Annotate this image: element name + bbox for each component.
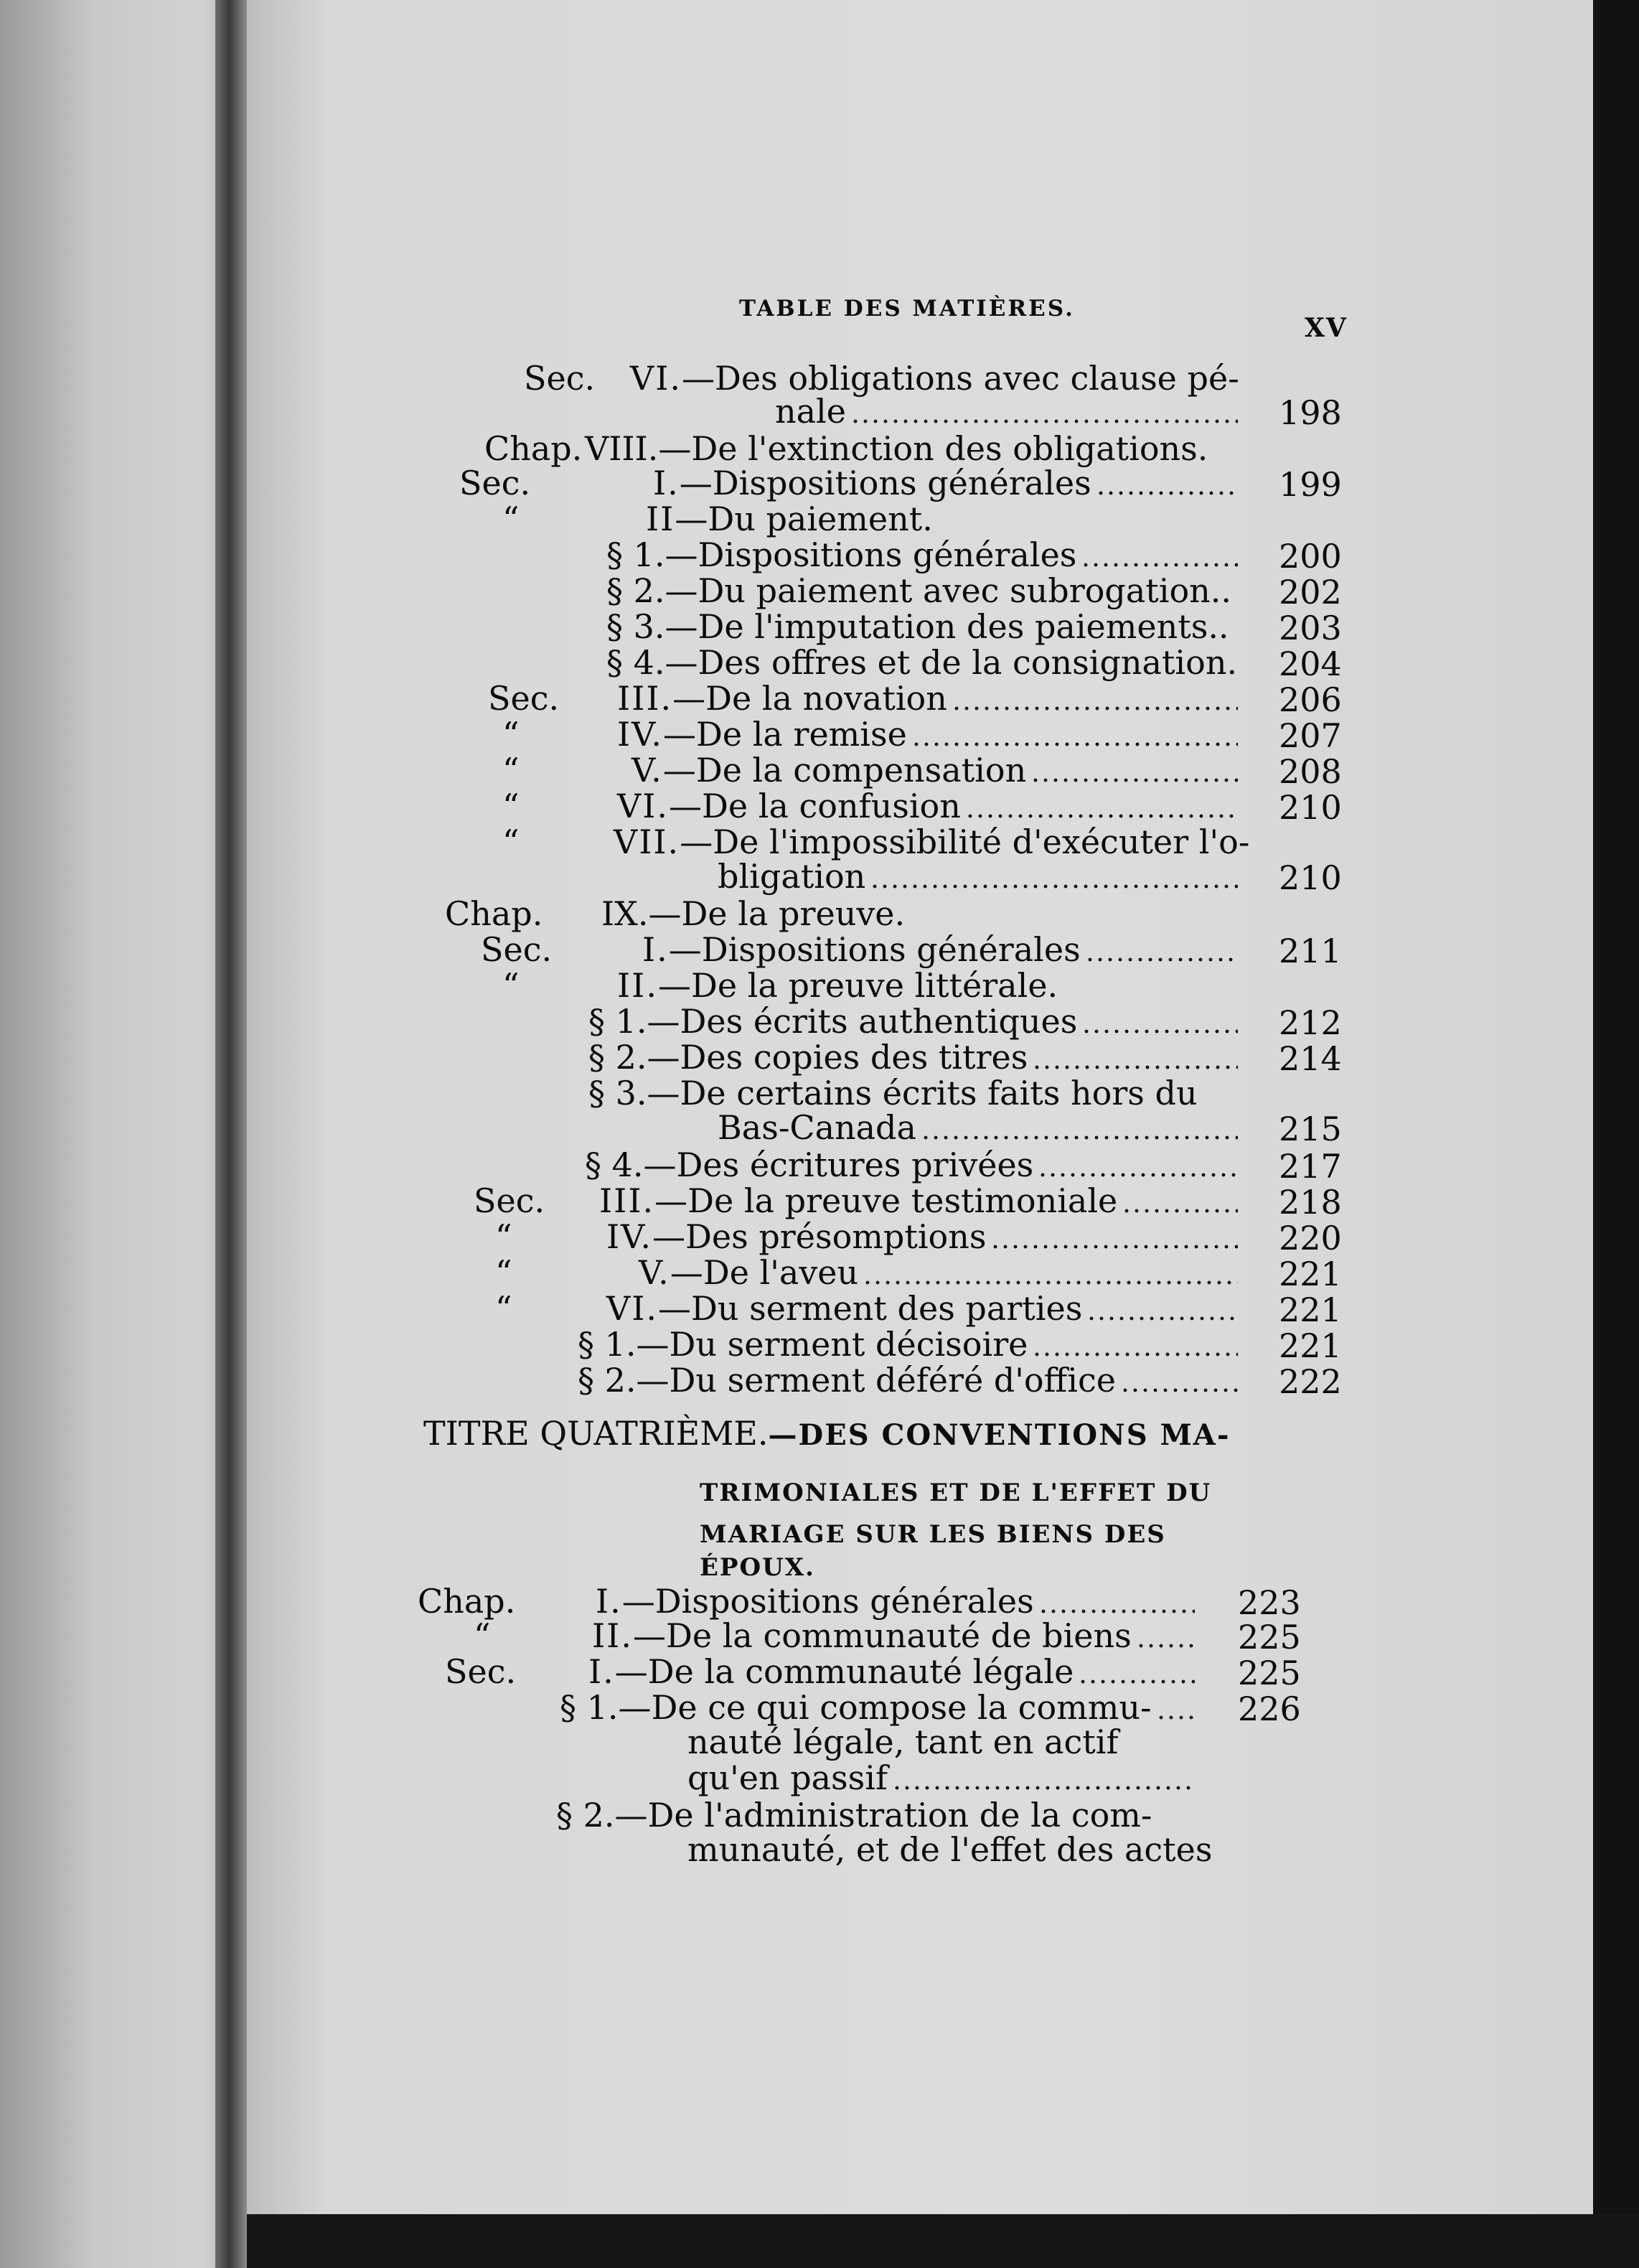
dot-leader xyxy=(911,742,1238,746)
entry-title xyxy=(556,1797,1152,1833)
entry-title xyxy=(606,1290,1082,1326)
entry-title xyxy=(639,1255,858,1290)
entry-title xyxy=(601,896,905,932)
section-title-line: —DES CONVENTIONS MA- xyxy=(768,1418,1231,1452)
entry-label: “ xyxy=(502,787,520,825)
entry-number: VI. xyxy=(630,359,682,398)
dot-leader xyxy=(1032,1352,1238,1356)
entry-page: 206 xyxy=(1279,680,1342,719)
entry-page: 220 xyxy=(1279,1219,1342,1257)
scan-border-bottom xyxy=(247,2214,1639,2268)
entry-title xyxy=(606,537,1076,573)
dot-leader xyxy=(1078,1679,1195,1684)
entry-title xyxy=(617,680,947,716)
dot-leader xyxy=(1038,1173,1238,1177)
entry-label: “ xyxy=(474,1616,491,1655)
entry-label: Sec. xyxy=(481,930,553,969)
entry-title xyxy=(588,1003,1077,1039)
entry-text: —De l'imputation des paiements.. xyxy=(664,607,1229,646)
dot-leader xyxy=(965,814,1238,818)
dot-leader xyxy=(863,1280,1238,1285)
entry-text: —De ce qui compose la commu- xyxy=(618,1688,1152,1727)
section-title-line: ÉPOUX. xyxy=(700,1553,815,1582)
entry-label: Chap. xyxy=(484,429,583,468)
entry-page: 218 xyxy=(1279,1183,1342,1222)
entry-text: —Des offres et de la consignation. xyxy=(664,643,1238,682)
entry-label: “ xyxy=(502,966,520,1005)
entry-text: nauté légale, tant en actif xyxy=(687,1723,1119,1761)
entry-number: I. xyxy=(588,1652,615,1691)
entry-title xyxy=(606,1219,986,1255)
entry-number: II. xyxy=(592,1616,633,1655)
entry-number: § 2. xyxy=(556,1796,615,1834)
entry-title xyxy=(606,609,1229,645)
entry-number: § 1. xyxy=(578,1325,637,1364)
entry-number: § 2. xyxy=(588,1038,647,1077)
entry-number: V. xyxy=(631,751,663,789)
entry-page: 214 xyxy=(1279,1039,1342,1078)
entry-text: —Dispositions générales xyxy=(621,1582,1034,1621)
book-page xyxy=(247,0,1639,2268)
entry-page: 202 xyxy=(1279,573,1342,611)
entry-text: —Des écrits authentiques xyxy=(647,1002,1078,1041)
entry-number: I. xyxy=(596,1582,622,1621)
dot-leader xyxy=(1086,1316,1238,1321)
entry-number: § 2. xyxy=(578,1361,637,1400)
scan-border-right xyxy=(1593,0,1639,2268)
entry-page: 222 xyxy=(1279,1362,1342,1401)
entry-label: “ xyxy=(495,1253,512,1292)
entry-title xyxy=(606,645,1237,680)
entry-page: 199 xyxy=(1279,465,1342,504)
entry-text: —De l'extinction des obligations. xyxy=(658,429,1208,468)
entry-number: VI. xyxy=(606,1289,659,1328)
entry-text: —Dispositions générales xyxy=(668,930,1081,969)
section-title-line: TRIMONIALES ET DE L'EFFET DU xyxy=(700,1479,1212,1507)
entry-title xyxy=(617,716,907,752)
entry-number: § 3. xyxy=(588,1074,647,1112)
entry-number: § 4. xyxy=(606,643,665,682)
entry-page: 225 xyxy=(1238,1618,1301,1657)
dot-leader xyxy=(892,1786,1195,1790)
entry-label: “ xyxy=(495,1217,512,1256)
entry-number: VIII. xyxy=(585,429,659,468)
entry-number: II. xyxy=(617,966,658,1005)
entry-text: —De la compensation xyxy=(662,751,1027,789)
dot-leader xyxy=(1081,1029,1238,1034)
entry-title xyxy=(687,1760,888,1796)
entry-page: 226 xyxy=(1238,1690,1301,1728)
entry-title xyxy=(617,967,1058,1003)
entry-page: 210 xyxy=(1279,858,1342,897)
entry-page: 225 xyxy=(1238,1654,1301,1692)
entry-title xyxy=(642,932,1081,967)
entry-label: “ xyxy=(502,751,520,789)
entry-title xyxy=(585,1147,1033,1183)
entry-label: “ xyxy=(495,1289,512,1328)
page-number: XV xyxy=(1305,313,1348,343)
entry-text: qu'en passif xyxy=(687,1758,888,1797)
entry-title xyxy=(578,1326,1028,1362)
dot-leader xyxy=(1096,491,1238,495)
dot-leader xyxy=(1136,1644,1195,1648)
entry-page: 221 xyxy=(1279,1255,1342,1293)
entry-number: III. xyxy=(599,1181,655,1220)
entry-page: 212 xyxy=(1279,1003,1342,1042)
dot-leader xyxy=(921,1135,1238,1140)
entry-number: § 4. xyxy=(585,1145,644,1184)
running-head: TABLE DES MATIÈRES. xyxy=(739,296,1075,322)
entry-page: 198 xyxy=(1279,393,1342,432)
entry-label: Sec. xyxy=(488,679,560,718)
entry-page: 203 xyxy=(1279,609,1342,647)
dot-leader xyxy=(1030,778,1238,782)
entry-label: Sec. xyxy=(524,359,596,398)
entry-text: —Des présomptions xyxy=(652,1217,987,1256)
entry-number: IX. xyxy=(601,894,649,933)
entry-text: —Du serment décisoire xyxy=(636,1325,1028,1364)
entry-page: 215 xyxy=(1279,1110,1342,1148)
entry-number: IV. xyxy=(617,715,663,754)
entry-text: —De certains écrits faits hors du xyxy=(647,1074,1198,1112)
entry-title xyxy=(606,573,1231,609)
entry-number: V. xyxy=(639,1253,670,1292)
entry-label: “ xyxy=(502,715,520,754)
entry-page: 204 xyxy=(1279,645,1342,683)
entry-page: 211 xyxy=(1279,932,1342,970)
entry-label: Sec. xyxy=(459,464,531,502)
dot-leader xyxy=(850,419,1238,423)
entry-text: bligation xyxy=(718,857,866,896)
entry-title xyxy=(585,431,1208,467)
entry-title xyxy=(588,1075,1198,1111)
section-title-head: TITRE QUATRIÈME. xyxy=(423,1414,769,1453)
entry-text: —De l'aveu xyxy=(670,1253,859,1292)
entry-title xyxy=(687,1724,1119,1760)
entry-text: —De la preuve testimoniale xyxy=(654,1181,1118,1220)
entry-text: —De l'administration de la com- xyxy=(614,1796,1152,1834)
entry-title xyxy=(588,1654,1074,1690)
entry-text: munauté, et de l'effet des actes xyxy=(687,1830,1213,1869)
entry-text: —Des obligations avec clause pé- xyxy=(682,359,1239,398)
entry-text: —De la communauté de biens xyxy=(632,1616,1132,1655)
entry-title xyxy=(614,824,1249,860)
entry-number: VII. xyxy=(614,823,680,861)
dot-leader xyxy=(1032,1065,1238,1069)
entry-title xyxy=(718,1110,916,1145)
entry-number: I. xyxy=(653,464,680,502)
book-gutter xyxy=(215,0,247,2268)
dot-leader xyxy=(952,706,1238,711)
entry-title xyxy=(596,1583,1034,1619)
dot-leader xyxy=(1122,1209,1238,1213)
entry-text: —Du serment déféré d'office xyxy=(636,1361,1116,1400)
entry-title xyxy=(560,1690,1152,1725)
entry-number: IV. xyxy=(606,1217,652,1256)
entry-text: —De la novation xyxy=(672,679,947,718)
entry-title xyxy=(617,788,961,824)
entry-label: “ xyxy=(502,823,520,861)
entry-title xyxy=(578,1362,1116,1398)
entry-text: —Du paiement avec subrogation.. xyxy=(664,571,1232,610)
entry-label: “ xyxy=(502,500,520,538)
entry-page: 208 xyxy=(1279,752,1342,791)
entry-title xyxy=(653,465,1091,501)
entry-text: —Des écritures privées xyxy=(643,1145,1034,1184)
entry-text: Bas-Canada xyxy=(718,1108,916,1147)
entry-text: —De l'impossibilité d'exécuter l'o- xyxy=(680,823,1250,861)
entry-text: —Des copies des titres xyxy=(647,1038,1028,1077)
entry-number: I. xyxy=(642,930,669,969)
section-title-line: MARIAGE SUR LES BIENS DES xyxy=(700,1520,1166,1549)
entry-number: § 2. xyxy=(606,571,665,610)
entry-title xyxy=(775,393,846,429)
entry-page: 221 xyxy=(1279,1326,1342,1365)
entry-text: —Du serment des parties xyxy=(658,1289,1083,1328)
section-title xyxy=(423,1415,1230,1453)
entry-title xyxy=(592,1618,1132,1654)
entry-text: —De la preuve littérale. xyxy=(657,966,1058,1005)
entry-label: Sec. xyxy=(445,1652,517,1691)
entry-text: —De la communauté légale xyxy=(614,1652,1074,1691)
entry-number: VI. xyxy=(617,787,670,825)
entry-number: § 1. xyxy=(606,535,665,574)
entry-text: —De la preuve. xyxy=(648,894,906,933)
entry-text: —Dispositions générales xyxy=(664,535,1077,574)
facing-page xyxy=(0,0,241,2268)
entry-label: Sec. xyxy=(474,1181,545,1220)
dot-leader xyxy=(1156,1715,1195,1720)
entry-number: § 3. xyxy=(606,607,665,646)
entry-number: § 1. xyxy=(560,1688,619,1727)
entry-title xyxy=(718,858,865,894)
entry-number: II xyxy=(646,500,675,538)
dot-leader xyxy=(1120,1388,1238,1392)
entry-page: 217 xyxy=(1279,1147,1342,1186)
entry-title xyxy=(588,1039,1028,1075)
entry-title xyxy=(687,1832,1213,1868)
entry-title xyxy=(631,752,1026,788)
entry-text: —De la remise xyxy=(662,715,907,754)
entry-title xyxy=(630,360,1239,396)
dot-leader xyxy=(1085,957,1238,962)
dot-leader xyxy=(1038,1609,1195,1613)
entry-page: 210 xyxy=(1279,788,1342,827)
entry-title xyxy=(599,1183,1117,1219)
entry-title xyxy=(646,501,933,537)
entry-text: —Du paiement. xyxy=(675,500,933,538)
entry-label: Chap. xyxy=(445,894,543,933)
dot-leader xyxy=(990,1245,1238,1249)
entry-label: Chap. xyxy=(418,1582,516,1621)
entry-text: nale xyxy=(775,392,846,431)
entry-page: 200 xyxy=(1279,537,1342,576)
entry-page: 223 xyxy=(1238,1583,1301,1622)
entry-number: III. xyxy=(617,679,673,718)
entry-page: 207 xyxy=(1279,716,1342,755)
dot-leader xyxy=(1081,563,1238,567)
entry-number: § 1. xyxy=(588,1002,647,1041)
entry-page: 221 xyxy=(1279,1290,1342,1329)
entry-text: —De la confusion xyxy=(669,787,961,825)
dot-leader xyxy=(870,884,1238,889)
entry-text: —Dispositions générales xyxy=(679,464,1091,502)
